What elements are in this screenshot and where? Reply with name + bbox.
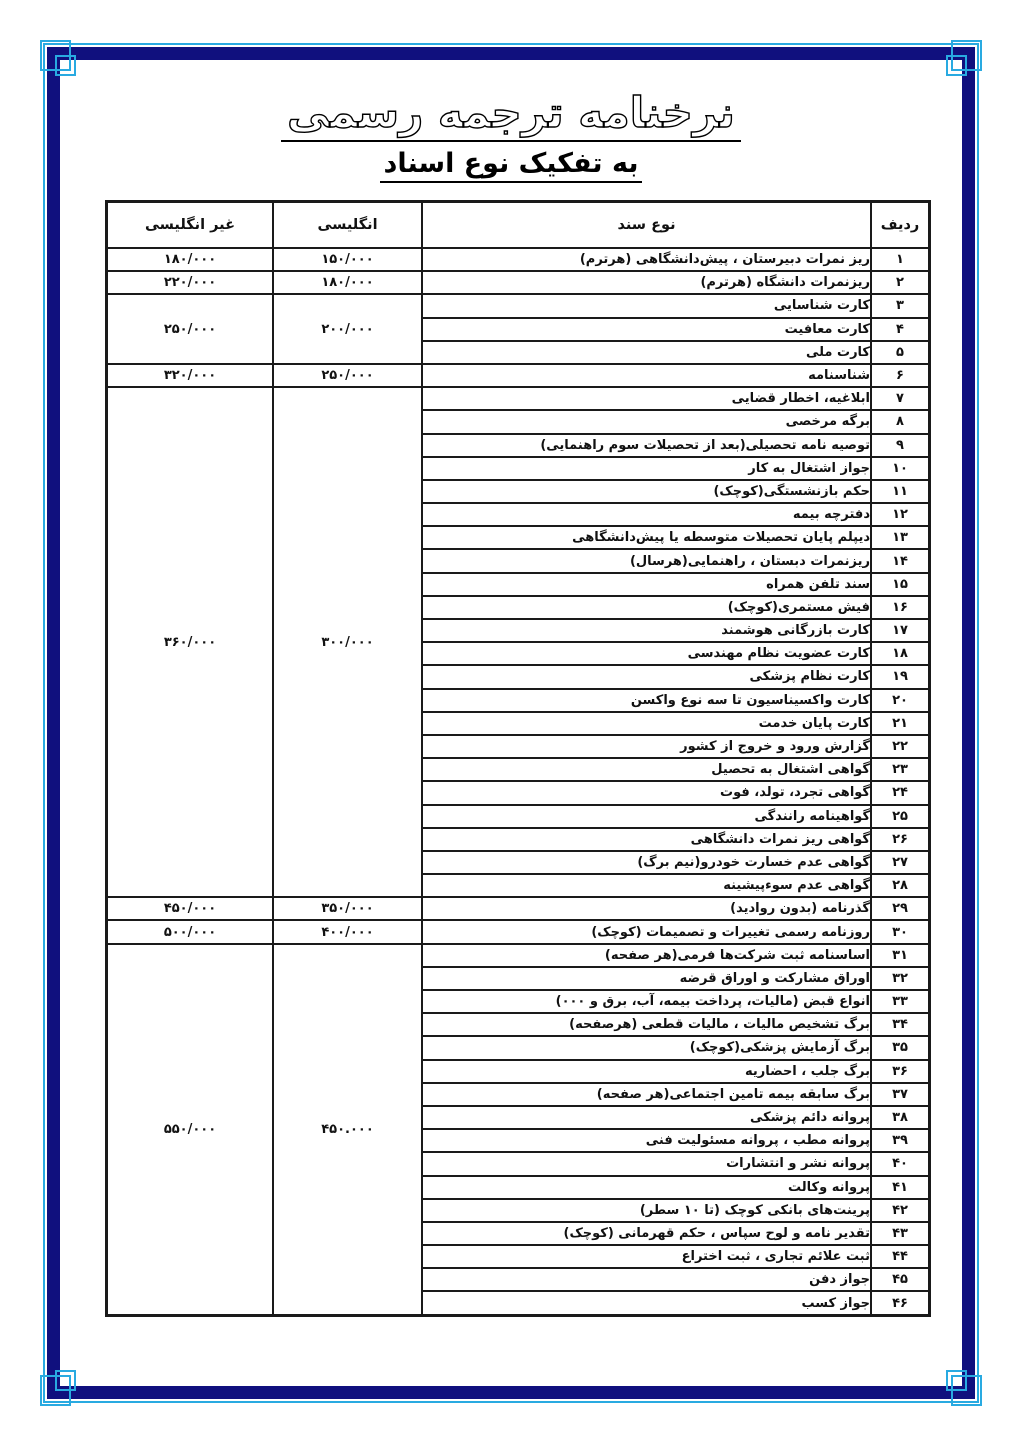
price-non-english-cell: ۵۰۰/۰۰۰ [107, 920, 273, 943]
doc-type-cell: حکم بازنشستگی(کوچک) [422, 480, 871, 503]
price-english-cell: ۲۵۰/۰۰۰ [273, 364, 422, 387]
row-number-cell: ۲۰ [871, 689, 929, 712]
price-english-cell: ۳۰۰/۰۰۰ [273, 387, 422, 897]
row-number-cell: ۳۹ [871, 1129, 929, 1152]
table-row [107, 944, 929, 967]
doc-type-cell: روزنامه رسمی تغییرات و تصمیمات (کوچک) [422, 920, 871, 943]
price-table [105, 200, 931, 1317]
price-english-cell: ۱۸۰/۰۰۰ [273, 271, 422, 294]
table-header-row [107, 202, 929, 248]
row-number-cell: ۲۷ [871, 851, 929, 874]
row-number-cell: ۱۹ [871, 665, 929, 688]
price-non-english-cell: ۳۲۰/۰۰۰ [107, 364, 273, 387]
table-row [107, 271, 929, 294]
price-english-cell: ۳۵۰/۰۰۰ [273, 897, 422, 920]
corner-ornament-top-right [946, 55, 967, 76]
row-number-cell: ۷ [871, 387, 929, 410]
row-number-cell: ۴۰ [871, 1152, 929, 1175]
price-english-cell: ۲۰۰/۰۰۰ [273, 294, 422, 364]
row-number-cell: ۲۸ [871, 874, 929, 897]
doc-type-cell: برگ سابقه بیمه تامین اجتماعی(هر صفحه) [422, 1083, 871, 1106]
price-non-english-cell: ۳۶۰/۰۰۰ [107, 387, 273, 897]
doc-type-cell: تقدیر نامه و لوح سپاس ، حکم قهرمانی (کوچک) [422, 1222, 871, 1245]
doc-type-cell: انواع قبض (مالیات، پرداخت بیمه، آب، برق و ۰۰۰) [422, 990, 871, 1013]
doc-type-cell: کارت نظام پزشکی [422, 665, 871, 688]
header-english: انگلیسی [273, 202, 422, 248]
row-number-cell: ۱۵ [871, 573, 929, 596]
row-number-cell: ۳۲ [871, 967, 929, 990]
row-number-cell: ۲۳ [871, 758, 929, 781]
row-number-cell: ۳۷ [871, 1083, 929, 1106]
doc-type-cell: پروانه دائم پزشکی [422, 1106, 871, 1129]
doc-type-cell: گواهی عدم خسارت خودرو(نیم برگ) [422, 851, 871, 874]
row-number-cell: ۱۶ [871, 596, 929, 619]
table-row [107, 364, 929, 387]
doc-type-cell: ریزنمرات دبستان ، راهنمایی(هرسال) [422, 549, 871, 572]
row-number-cell: ۱۷ [871, 619, 929, 642]
row-number-cell: ۹ [871, 434, 929, 457]
doc-type-cell: برگه مرخصی [422, 410, 871, 433]
doc-type-cell: شناسنامه [422, 364, 871, 387]
price-non-english-cell: ۱۸۰/۰۰۰ [107, 248, 273, 271]
doc-type-cell: گواهی اشتغال به تحصیل [422, 758, 871, 781]
row-number-cell: ۸ [871, 410, 929, 433]
row-number-cell: ۱۴ [871, 549, 929, 572]
row-number-cell: ۳ [871, 294, 929, 317]
doc-type-cell: برگ تشخیص مالیات ، مالیات قطعی (هرصفحه) [422, 1013, 871, 1036]
doc-type-cell: کارت عضویت نظام مهندسی [422, 642, 871, 665]
price-english-cell: ۱۵۰/۰۰۰ [273, 248, 422, 271]
row-number-cell: ۱۲ [871, 503, 929, 526]
row-number-cell: ۴۴ [871, 1245, 929, 1268]
doc-type-cell: کارت بازرگانی هوشمند [422, 619, 871, 642]
row-number-cell: ۲۱ [871, 712, 929, 735]
header-non-english: غیر انگلیسی [107, 202, 273, 248]
row-number-cell: ۱۸ [871, 642, 929, 665]
row-number-cell: ۲۹ [871, 897, 929, 920]
doc-type-cell: ثبت علائم تجاری ، ثبت اختراع [422, 1245, 871, 1268]
doc-type-cell: توصیه نامه تحصیلی(بعد از تحصیلات سوم راهنمایی) [422, 434, 871, 457]
doc-type-cell: کارت شناسایی [422, 294, 871, 317]
price-non-english-cell: ۵۵۰/۰۰۰ [107, 944, 273, 1315]
doc-type-cell: گزارش ورود و خروج از کشور [422, 735, 871, 758]
row-number-cell: ۴۶ [871, 1291, 929, 1314]
doc-type-cell: کارت واکسیناسیون تا سه نوع واکسن [422, 689, 871, 712]
price-non-english-cell: ۲۵۰/۰۰۰ [107, 294, 273, 364]
doc-type-cell: دیپلم پایان تحصیلات متوسطه یا پیش‌دانشگاهی [422, 526, 871, 549]
price-non-english-cell: ۲۲۰/۰۰۰ [107, 271, 273, 294]
table-row [107, 294, 929, 317]
price-english-cell: ۴۵۰.۰۰۰ [273, 944, 422, 1315]
table-row [107, 897, 929, 920]
row-number-cell: ۴۱ [871, 1176, 929, 1199]
row-number-cell: ۲۶ [871, 828, 929, 851]
row-number-cell: ۱۱ [871, 480, 929, 503]
header-row-number: ردیف [871, 202, 929, 248]
header-doc-type: نوع سند [422, 202, 871, 248]
doc-type-cell: کارت معافیت [422, 318, 871, 341]
doc-type-cell: جواز کسب [422, 1291, 871, 1314]
row-number-cell: ۴۵ [871, 1268, 929, 1291]
row-number-cell: ۲۴ [871, 781, 929, 804]
row-number-cell: ۳۴ [871, 1013, 929, 1036]
price-non-english-cell: ۴۵۰/۰۰۰ [107, 897, 273, 920]
doc-type-cell: ابلاغیه، اخطار قضایی [422, 387, 871, 410]
row-number-cell: ۱۰ [871, 457, 929, 480]
row-number-cell: ۳۰ [871, 920, 929, 943]
page-subtitle: به تفکیک نوع اسناد [380, 148, 643, 183]
doc-type-cell: کارت ملی [422, 341, 871, 364]
doc-type-cell: پروانه وکالت [422, 1176, 871, 1199]
row-number-cell: ۳۱ [871, 944, 929, 967]
corner-ornament-top-left [55, 55, 76, 76]
doc-type-cell: پروانه نشر و انتشارات [422, 1152, 871, 1175]
row-number-cell: ۱ [871, 248, 929, 271]
row-number-cell: ۳۳ [871, 990, 929, 1013]
price-table-container [107, 200, 931, 1317]
doc-type-cell: فیش مستمری(کوچک) [422, 596, 871, 619]
doc-type-cell: گواهی تجرد، تولد، فوت [422, 781, 871, 804]
doc-type-cell: دفترچه بیمه [422, 503, 871, 526]
row-number-cell: ۲۲ [871, 735, 929, 758]
doc-type-cell: برگ آزمایش پزشکی(کوچک) [422, 1036, 871, 1059]
doc-type-cell: جواز اشتغال به کار [422, 457, 871, 480]
doc-type-cell: اوراق مشارکت و اوراق قرضه [422, 967, 871, 990]
row-number-cell: ۳۸ [871, 1106, 929, 1129]
row-number-cell: ۴ [871, 318, 929, 341]
row-number-cell: ۴۳ [871, 1222, 929, 1245]
row-number-cell: ۴۲ [871, 1199, 929, 1222]
row-number-cell: ۱۳ [871, 526, 929, 549]
table-row [107, 387, 929, 410]
page-title: نرخنامه ترجمه رسمی [281, 88, 741, 142]
row-number-cell: ۲ [871, 271, 929, 294]
doc-type-cell: جواز دفن [422, 1268, 871, 1291]
doc-type-cell: گواهی عدم سوءپیشینه [422, 874, 871, 897]
doc-type-cell: پرینت‌های بانکی کوچک (تا ۱۰ سطر) [422, 1199, 871, 1222]
doc-type-cell: ریز نمرات دبیرستان ، پیش‌دانشگاهی (هرترم) [422, 248, 871, 271]
row-number-cell: ۶ [871, 364, 929, 387]
corner-ornament-bottom-right [946, 1370, 967, 1391]
doc-type-cell: سند تلفن همراه [422, 573, 871, 596]
doc-type-cell: کارت پایان خدمت [422, 712, 871, 735]
row-number-cell: ۳۶ [871, 1060, 929, 1083]
row-number-cell: ۳۵ [871, 1036, 929, 1059]
table-row [107, 248, 929, 271]
row-number-cell: ۲۵ [871, 805, 929, 828]
doc-type-cell: برگ جلب ، احضاریه [422, 1060, 871, 1083]
price-english-cell: ۴۰۰/۰۰۰ [273, 920, 422, 943]
corner-ornament-bottom-left [55, 1370, 76, 1391]
doc-type-cell: ریزنمرات دانشگاه (هرترم) [422, 271, 871, 294]
doc-type-cell: گواهی ریز نمرات دانشگاهی [422, 828, 871, 851]
doc-type-cell: اساسنامه ثبت شرکت‌ها فرمی(هر صفحه) [422, 944, 871, 967]
doc-type-cell: گذرنامه (بدون روادید) [422, 897, 871, 920]
doc-type-cell: پروانه مطب ، پروانه مسئولیت فنی [422, 1129, 871, 1152]
doc-type-cell: گواهینامه رانندگی [422, 805, 871, 828]
row-number-cell: ۵ [871, 341, 929, 364]
table-row [107, 920, 929, 943]
